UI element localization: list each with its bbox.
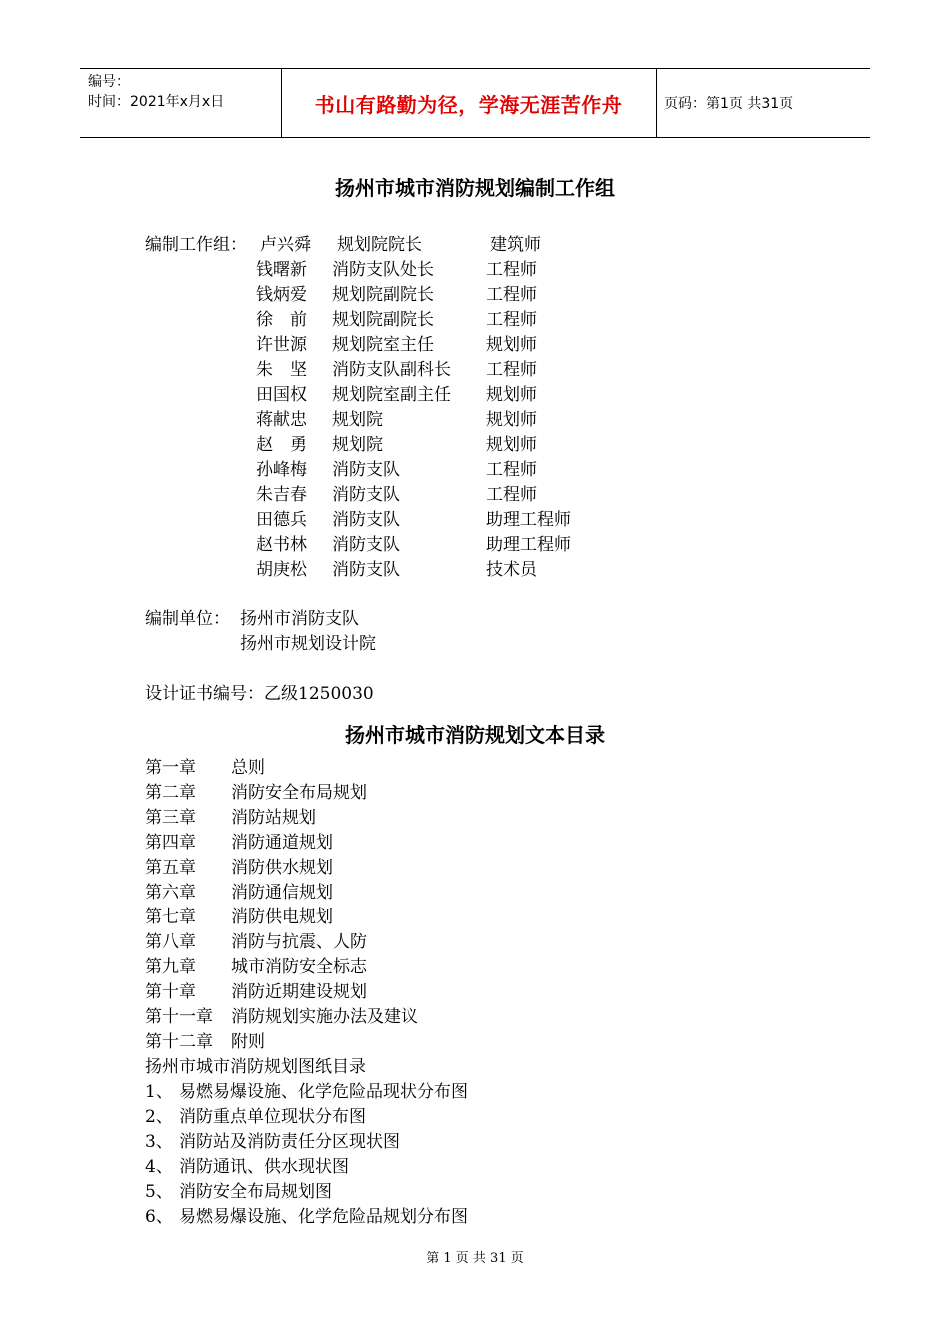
team-label: 编制工作组：: [145, 235, 247, 255]
member-title: 规划师: [486, 435, 537, 455]
drawing-name: 易燃易爆设施、化学危险品现状分布图: [179, 1082, 468, 1102]
member-name: 许世源: [256, 335, 307, 355]
member-title: 工程师: [486, 485, 537, 505]
chapter-name: 消防近期建设规划: [231, 982, 367, 1003]
member-post: 消防支队: [332, 510, 400, 530]
chapter-number: 第八章: [145, 932, 196, 953]
chapter-name: 消防供水规划: [231, 857, 333, 878]
chapter-number: 第三章: [145, 807, 196, 828]
member-title: 工程师: [486, 285, 537, 305]
unit-name: 扬州市消防支队: [240, 609, 359, 629]
drawings-title: 扬州市城市消防规划图纸目录: [145, 1057, 366, 1077]
chapter-name: 消防通信规划: [231, 882, 333, 903]
chapter-name: 城市消防安全标志: [231, 957, 367, 978]
header-motto: 书山有路勤为径，学海无涯苦作舟: [314, 92, 623, 117]
header-divider: [656, 69, 657, 137]
certificate-number: 设计证书编号：乙级1250030: [145, 684, 374, 704]
drawing-number: 6、: [145, 1206, 173, 1227]
chapter-name: 总则: [231, 758, 265, 778]
chapter-name: 消防供电规划: [231, 907, 333, 928]
member-post: 消防支队: [332, 460, 400, 480]
member-post: 消防支队: [332, 560, 400, 580]
unit-name: 扬州市规划设计院: [240, 634, 376, 654]
chapter-number: 第七章: [145, 907, 196, 928]
member-post: 规划院室副主任: [332, 385, 451, 405]
unit-label: 编制单位：: [145, 609, 230, 629]
drawing-name: 易燃易爆设施、化学危险品规划分布图: [179, 1206, 468, 1227]
toc-title: 扬州市城市消防规划文本目录: [345, 723, 605, 747]
member-post: 规划院室主任: [332, 335, 434, 355]
member-title: 助理工程师: [486, 535, 571, 555]
chapter-name: 消防通道规划: [231, 832, 333, 853]
drawing-number: 4、: [145, 1156, 173, 1177]
drawing-number: 3、: [145, 1131, 173, 1152]
team-title: 扬州市城市消防规划编制工作组: [335, 176, 615, 200]
drawing-number: 1、: [145, 1082, 173, 1102]
member-name: 田国权: [256, 385, 307, 405]
member-name: 蒋献忠: [256, 410, 307, 430]
member-post: 消防支队副科长: [332, 360, 451, 380]
member-title: 建筑师: [490, 235, 541, 255]
chapter-number: 第一章: [145, 758, 196, 778]
chapter-number: 第四章: [145, 832, 196, 853]
member-name: 胡庚松: [256, 560, 307, 580]
member-title: 工程师: [486, 260, 537, 280]
member-title: 工程师: [486, 360, 537, 380]
chapter-number: 第十一章: [145, 1007, 213, 1027]
member-post: 规划院院长: [337, 235, 422, 255]
drawing-name: 消防通讯、供水现状图: [179, 1156, 349, 1177]
member-name: 朱 坚: [256, 360, 307, 380]
member-name: 赵书林: [256, 535, 307, 555]
page-footer: 第 1 页 共 31 页: [426, 1251, 524, 1266]
drawing-number: 5、: [145, 1181, 173, 1202]
member-name: 赵 勇: [256, 435, 307, 455]
member-post: 消防支队: [332, 485, 400, 505]
document-number-label: 编号：: [88, 74, 130, 90]
member-title: 助理工程师: [486, 510, 571, 530]
member-post: 消防支队处长: [332, 260, 434, 280]
drawing-number: 2、: [145, 1106, 173, 1127]
chapter-number: 第二章: [145, 782, 196, 803]
member-post: 规划院: [332, 410, 383, 430]
chapter-number: 第九章: [145, 957, 196, 978]
chapter-name: 消防站规划: [231, 807, 316, 828]
chapter-number: 第十章: [145, 982, 196, 1003]
member-name: 田德兵: [256, 510, 307, 530]
header-meta: [88, 72, 224, 112]
chapter-name: 消防安全布局规划: [231, 782, 367, 803]
member-title: 技术员: [486, 560, 537, 580]
member-name: 徐 前: [256, 310, 307, 330]
member-title: 工程师: [486, 460, 537, 480]
drawing-name: 消防站及消防责任分区现状图: [179, 1131, 400, 1152]
drawing-name: 消防重点单位现状分布图: [179, 1106, 366, 1127]
chapter-number: 第五章: [145, 857, 196, 878]
member-name: 钱炳爱: [256, 285, 307, 305]
member-name: 钱曙新: [256, 260, 307, 280]
chapter-number: 第六章: [145, 882, 196, 903]
chapter-name: 消防规划实施办法及建议: [231, 1007, 418, 1027]
chapter-number: 第十二章: [145, 1031, 213, 1052]
member-post: 规划院副院长: [332, 285, 434, 305]
member-title: 规划师: [486, 385, 537, 405]
member-post: 规划院: [332, 435, 383, 455]
chapter-name: 消防与抗震、人防: [231, 932, 367, 953]
drawing-name: 消防安全布局规划图: [179, 1181, 332, 1202]
chapter-name: 附则: [231, 1031, 265, 1052]
member-title: 工程师: [486, 310, 537, 330]
document-header: [80, 68, 870, 138]
member-title: 规划师: [486, 410, 537, 430]
header-page-info: 页码：第1页 共31页: [664, 96, 794, 112]
member-title: 规划师: [486, 335, 537, 355]
member-name: 孙峰梅: [256, 460, 307, 480]
document-time: 时间：2021年x月x日: [88, 94, 225, 110]
member-name: 朱吉春: [256, 485, 307, 505]
member-post: 消防支队: [332, 535, 400, 555]
member-name: 卢兴舜: [260, 235, 311, 255]
member-post: 规划院副院长: [332, 310, 434, 330]
